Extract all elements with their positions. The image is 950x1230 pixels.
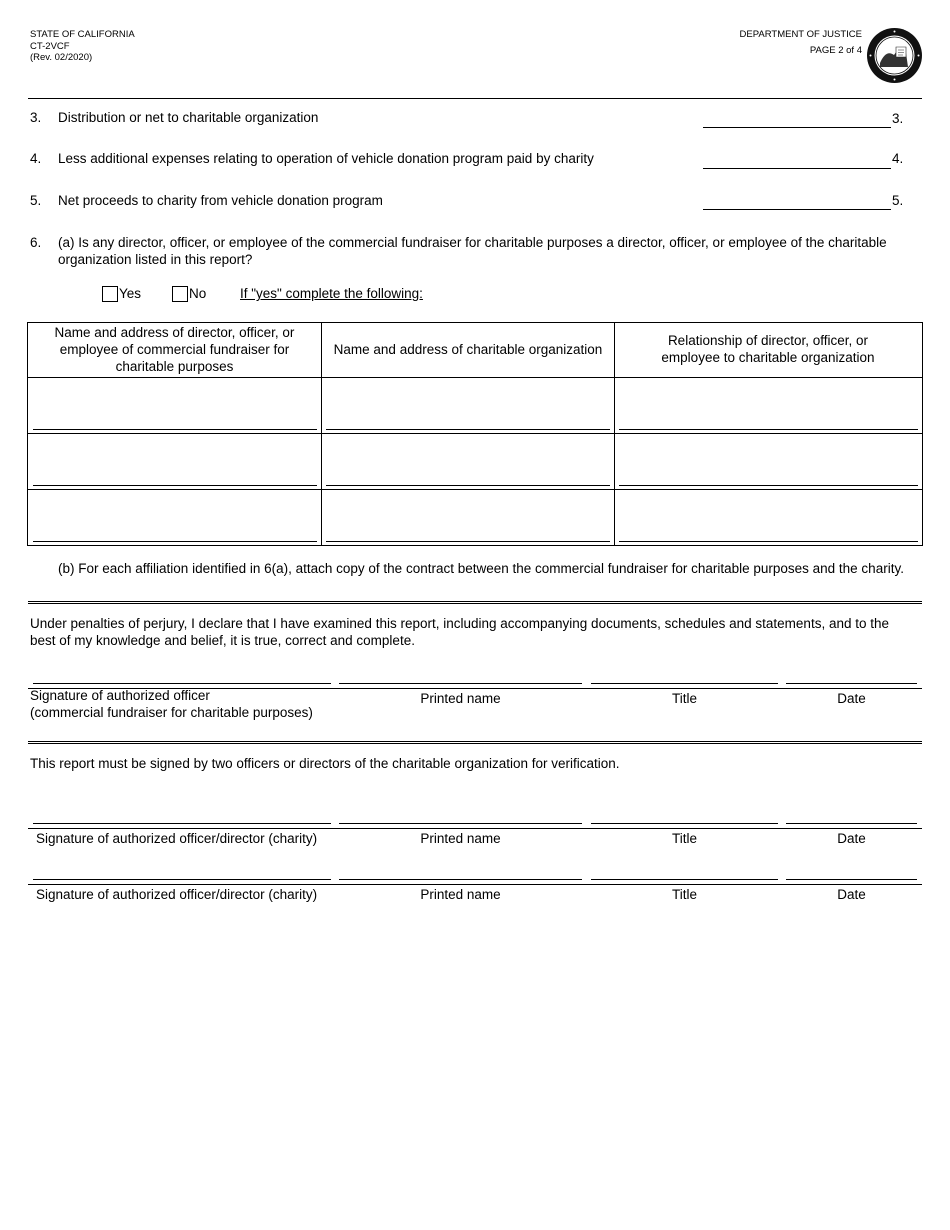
charity-2-sig-rule [28,884,922,885]
line-3-amount-input[interactable] [703,110,891,127]
signature-label-line-1: Signature of authorized officer [30,688,210,703]
line-4-ref: 4. [892,151,904,166]
state-seal-icon [866,27,923,84]
charity-signature-note: This report must be signed by two officers or directors of the charitable organization for verification. [30,756,620,771]
row-2-relationship-input[interactable] [619,464,918,484]
line-3-label: Distribution or net to charitable organization [58,110,319,125]
charity-1-printed-name-line [339,823,582,824]
form-id: CT-2VCF [30,40,70,52]
row-1-charity-input[interactable] [326,408,610,428]
fundraiser-date-label: Date [837,691,866,706]
charity-1-date-line [786,823,917,824]
line-4-label: Less additional expenses relating to operation of vehicle donation program paid by charity [58,151,594,166]
charity-1-date-label: Date [837,831,866,846]
line-4-amount-input[interactable] [703,151,891,168]
line-4-number: 4. [30,151,42,166]
line-4-underline [703,168,891,169]
yes-label: Yes [119,286,142,301]
charity-2-title-line [591,879,778,880]
line-5-underline [703,209,891,210]
fundraiser-printed-name-line [339,683,582,684]
row-1-relationship-input[interactable] [619,408,918,428]
charity-2-printed-name-input[interactable] [339,858,582,878]
fundraiser-printed-name-input[interactable] [339,662,582,682]
charity-2-signature-input[interactable] [33,858,331,878]
charity-2-printed-name-line [339,879,582,880]
row-2-charity-line [326,485,610,486]
q6b-instruction: (b) For each affiliation identified in 6(a), attach copy of the contract between the commercial fundraiser for charitable purposes and the charity. [58,561,904,576]
row-3-charity-input[interactable] [326,520,610,540]
line-3-ref: 3. [892,111,904,126]
charity-2-printed-name-label: Printed name [420,887,501,902]
row-1-charity-line [326,429,610,430]
table-header-relationship: Relationship of director, officer, or employee to charitable organization [661,333,875,365]
line-3-number: 3. [30,110,42,125]
fundraiser-title-label: Title [671,691,697,706]
charity-1-title-label: Title [671,831,697,846]
charity-1-title-input[interactable] [591,802,778,822]
charity-2-signature-line [33,879,331,880]
charity-1-signature-line [33,823,331,824]
department-label: DEPARTMENT OF JUSTICE [739,29,862,40]
charity-1-title-line [591,823,778,824]
fundraiser-signature-input[interactable] [33,662,331,682]
charity-2-date-input[interactable] [786,858,917,878]
table-divider-2 [614,322,615,546]
charity-1-sig-rule [28,828,922,829]
header-left [30,29,135,64]
charity-2-title-input[interactable] [591,858,778,878]
row-2-relationship-line [619,485,918,486]
fundraiser-signature-label [30,687,313,721]
table-header-bottom [27,377,923,378]
line-5-number: 5. [30,193,42,208]
fundraiser-date-line [786,683,917,684]
declaration-divider [28,601,922,604]
state-label: STATE OF CALIFORNIA [30,29,135,40]
charity-1-signature-input[interactable] [33,802,331,822]
charity-2-date-line [786,879,917,880]
line-5-ref: 5. [892,193,904,208]
page-number: PAGE 2 of 4 [809,44,862,56]
charity-2-date-label: Date [837,887,866,902]
row-3-relationship-input[interactable] [619,520,918,540]
signature-label-line-2: (commercial fundraiser for charitable purposes) [30,705,313,720]
table-header-charity: Name and address of charitable organization [333,342,603,357]
row-2-charity-input[interactable] [326,464,610,484]
row-3-relationship-line [619,541,918,542]
table-row-1-bottom [27,433,923,434]
charity-1-date-input[interactable] [786,802,917,822]
charity-divider [28,741,922,744]
if-yes-instruction: If "yes" complete the following: [240,286,423,301]
row-3-director-line [33,541,317,542]
q6-number: 6. [30,235,42,250]
fundraiser-date-input[interactable] [786,662,917,682]
line-3-underline [703,127,891,128]
perjury-declaration: Under penalties of perjury, I declare that I have examined this report, including accompanying documents, schedules and statements, and to the best of my knowledge and belief, it is true, correct and complete. [30,616,889,648]
no-label: No [189,286,207,301]
row-1-director-line [33,429,317,430]
row-3-director-input[interactable] [33,520,317,540]
line-5-amount-input[interactable] [703,193,891,210]
charity-1-printed-name-label: Printed name [420,831,501,846]
table-header-director: Name and address of director, officer, or employee of commercial fundraiser for charitable purposes [54,325,295,374]
form-revision: (Rev. 02/2020) [30,52,93,63]
header-divider [28,98,922,99]
line-5-label: Net proceeds to charity from vehicle donation program [58,193,383,208]
no-checkbox[interactable] [172,286,188,302]
yes-checkbox[interactable] [102,286,118,302]
charity-2-signature-label: Signature of authorized officer/director (charity) [36,887,318,902]
row-2-director-input[interactable] [33,464,317,484]
row-1-relationship-line [619,429,918,430]
table-row-2-bottom [27,489,923,490]
row-1-director-input[interactable] [33,408,317,428]
charity-1-signature-label: Signature of authorized officer/director (charity) [36,831,318,846]
fundraiser-signature-line [33,683,331,684]
q6a-question: (a) Is any director, officer, or employee of the commercial fundraiser for charitable purposes a director, officer, or employee of the charitable organization listed in this report? [58,235,887,267]
charity-2-title-label: Title [671,887,697,902]
fundraiser-title-input[interactable] [591,662,778,682]
fundraiser-title-line [591,683,778,684]
row-2-director-line [33,485,317,486]
row-3-charity-line [326,541,610,542]
header-right [740,29,862,56]
charity-1-printed-name-input[interactable] [339,802,582,822]
fundraiser-printed-name-label: Printed name [420,691,501,706]
